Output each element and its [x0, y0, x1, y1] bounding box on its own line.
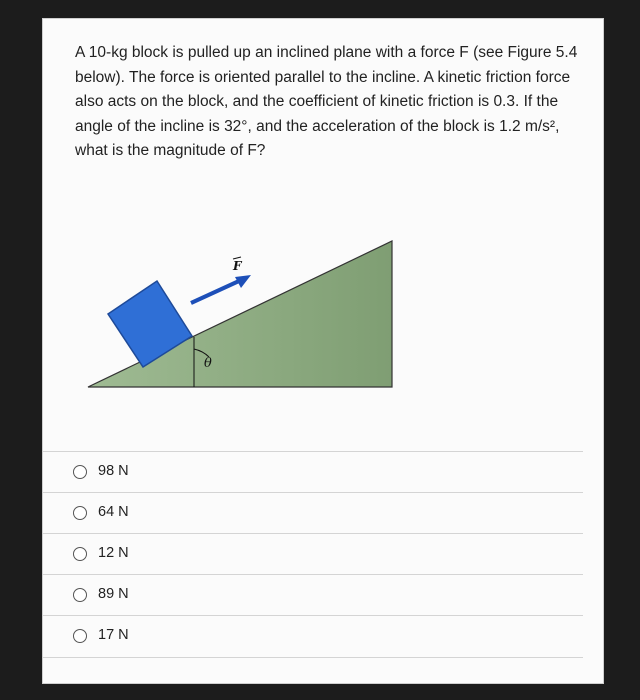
- answer-choice[interactable]: [43, 574, 583, 616]
- answer-choice[interactable]: [43, 492, 583, 534]
- angle-label: θ: [204, 356, 212, 371]
- answer-choice[interactable]: [43, 533, 583, 575]
- choice-label[interactable]: 98 N: [98, 463, 129, 479]
- choice-label[interactable]: 89 N: [98, 586, 129, 602]
- incline-figure: [43, 19, 603, 419]
- radio-button[interactable]: [73, 588, 87, 602]
- question-card: [42, 18, 604, 684]
- force-label: F: [233, 259, 242, 273]
- radio-button[interactable]: [73, 465, 87, 479]
- choice-label[interactable]: 64 N: [98, 504, 129, 520]
- choice-label[interactable]: 17 N: [98, 627, 129, 643]
- radio-button[interactable]: [73, 629, 87, 643]
- answer-choice[interactable]: [43, 451, 583, 493]
- radio-button[interactable]: [73, 547, 87, 561]
- choice-label[interactable]: 12 N: [98, 545, 129, 561]
- question-text: A 10-kg block is pulled up an inclined plane with a force F (see Figure 5.4 below). The force is oriented parallel to the incline. A kinetic friction force also acts on the block, and the coefficient of kinetic friction is 0.3. If the angle of the incline is 32°, and the acceleration of the block is 1.2 m/s², what is the magnitude of F?: [75, 44, 578, 159]
- answer-choice[interactable]: [43, 615, 583, 658]
- radio-button[interactable]: [73, 506, 87, 520]
- force-arrow: [191, 281, 239, 303]
